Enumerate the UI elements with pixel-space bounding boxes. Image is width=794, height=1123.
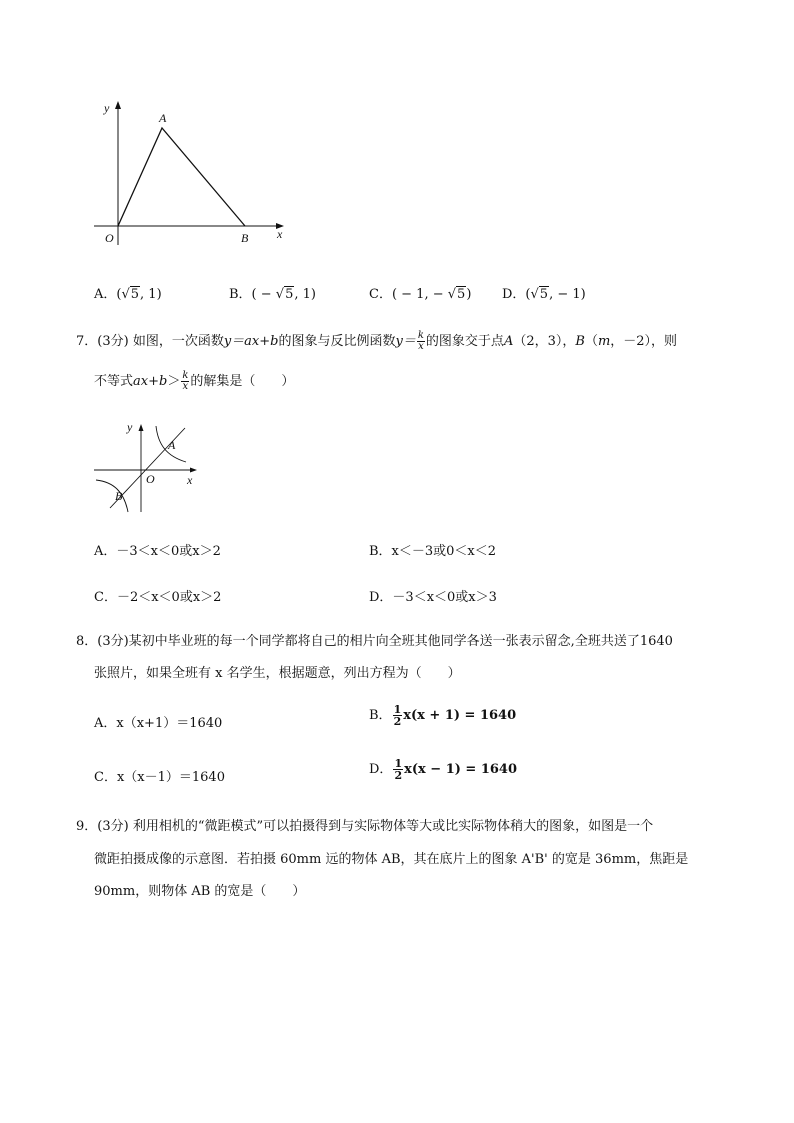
fig7-point-a: A: [168, 438, 176, 452]
q8-line-1: 8．(3分)某初中毕业班的每一个同学都将自己的相片向全班其他同学各送一张表示留念,全班共送了1640: [76, 634, 673, 649]
fig6-origin-label: O: [105, 231, 114, 245]
q6-option-d[interactable]: D．(√5, − 1): [502, 287, 586, 302]
q8-line-2: 张照片，如果全班有 x 名学生，根据题意，列出方程为（ ）: [94, 666, 461, 681]
q6-figure: [88, 95, 293, 255]
q9-line-1: 9．(3分) 利用相机的“微距模式”可以拍摄得到与实际物体等大或比实际物体稍大的图象，如图是一个: [76, 819, 654, 834]
q9-line-3: 90mm，则物体 AB 的宽是（ ）: [94, 884, 306, 899]
q7-line-2: 不等式ax+b＞ $\frac{k}{x}$ 的解集是（ ）: [94, 370, 295, 392]
q7-figure: [90, 420, 205, 515]
q8-option-a[interactable]: A．x（x+1）＝1640: [94, 716, 223, 731]
fig7-y-label: y: [127, 420, 133, 434]
q6-option-a[interactable]: A．(√5, 1): [94, 287, 162, 302]
fig7-origin-label: O: [146, 472, 155, 486]
q7-option-d[interactable]: D．－3＜x＜0或x＞3: [369, 590, 497, 605]
fig7-point-b: B: [115, 489, 123, 503]
q6-option-b[interactable]: B．( − √5, 1): [229, 287, 316, 302]
q7-fraction-k-over-x: $\frac{k}{x}$: [417, 330, 424, 352]
fig6-point-a: A: [159, 111, 167, 125]
fig6-x-label: x: [277, 227, 283, 241]
fig7-x-label: x: [187, 473, 193, 487]
fig6-point-b: B: [241, 231, 249, 245]
q8-option-d[interactable]: D． $\frac{1}{2}$ x(x − 1) = 1640: [369, 757, 518, 782]
q7-option-c[interactable]: C．－2＜x＜0或x＞2: [94, 590, 222, 605]
q8-option-c[interactable]: C．x（x－1）＝1640: [94, 770, 225, 785]
q7-option-b[interactable]: B．x＜－3或0＜x＜2: [369, 544, 497, 559]
q8-d-fraction-half: $\frac{1}{2}$: [394, 757, 403, 782]
q7-line-1: 7．(3分) 如图，一次函数y＝ax+b的图象与反比例函数y＝ $\frac{k}{x}$ 的图象交于点A（2，3），B（m，－2），则: [76, 330, 678, 352]
q8-option-b[interactable]: B． $\frac{1}{2}$ x(x + 1) = 1640: [369, 703, 517, 728]
q9-line-2: 微距拍摄成像的示意图．若拍摄 60mm 远的物体 AB，其在底片上的图象 A'B' 的宽是 36mm，焦距是: [94, 852, 689, 867]
q7-option-a[interactable]: A．－3＜x＜0或x＞2: [94, 544, 221, 559]
q6-option-c[interactable]: C．( − 1, − √5): [369, 287, 472, 302]
q8-b-fraction-half: $\frac{1}{2}$: [393, 703, 402, 728]
fig6-y-label: y: [104, 101, 110, 115]
q7-fraction-k-over-x-2: $\frac{k}{x}$: [182, 370, 189, 392]
